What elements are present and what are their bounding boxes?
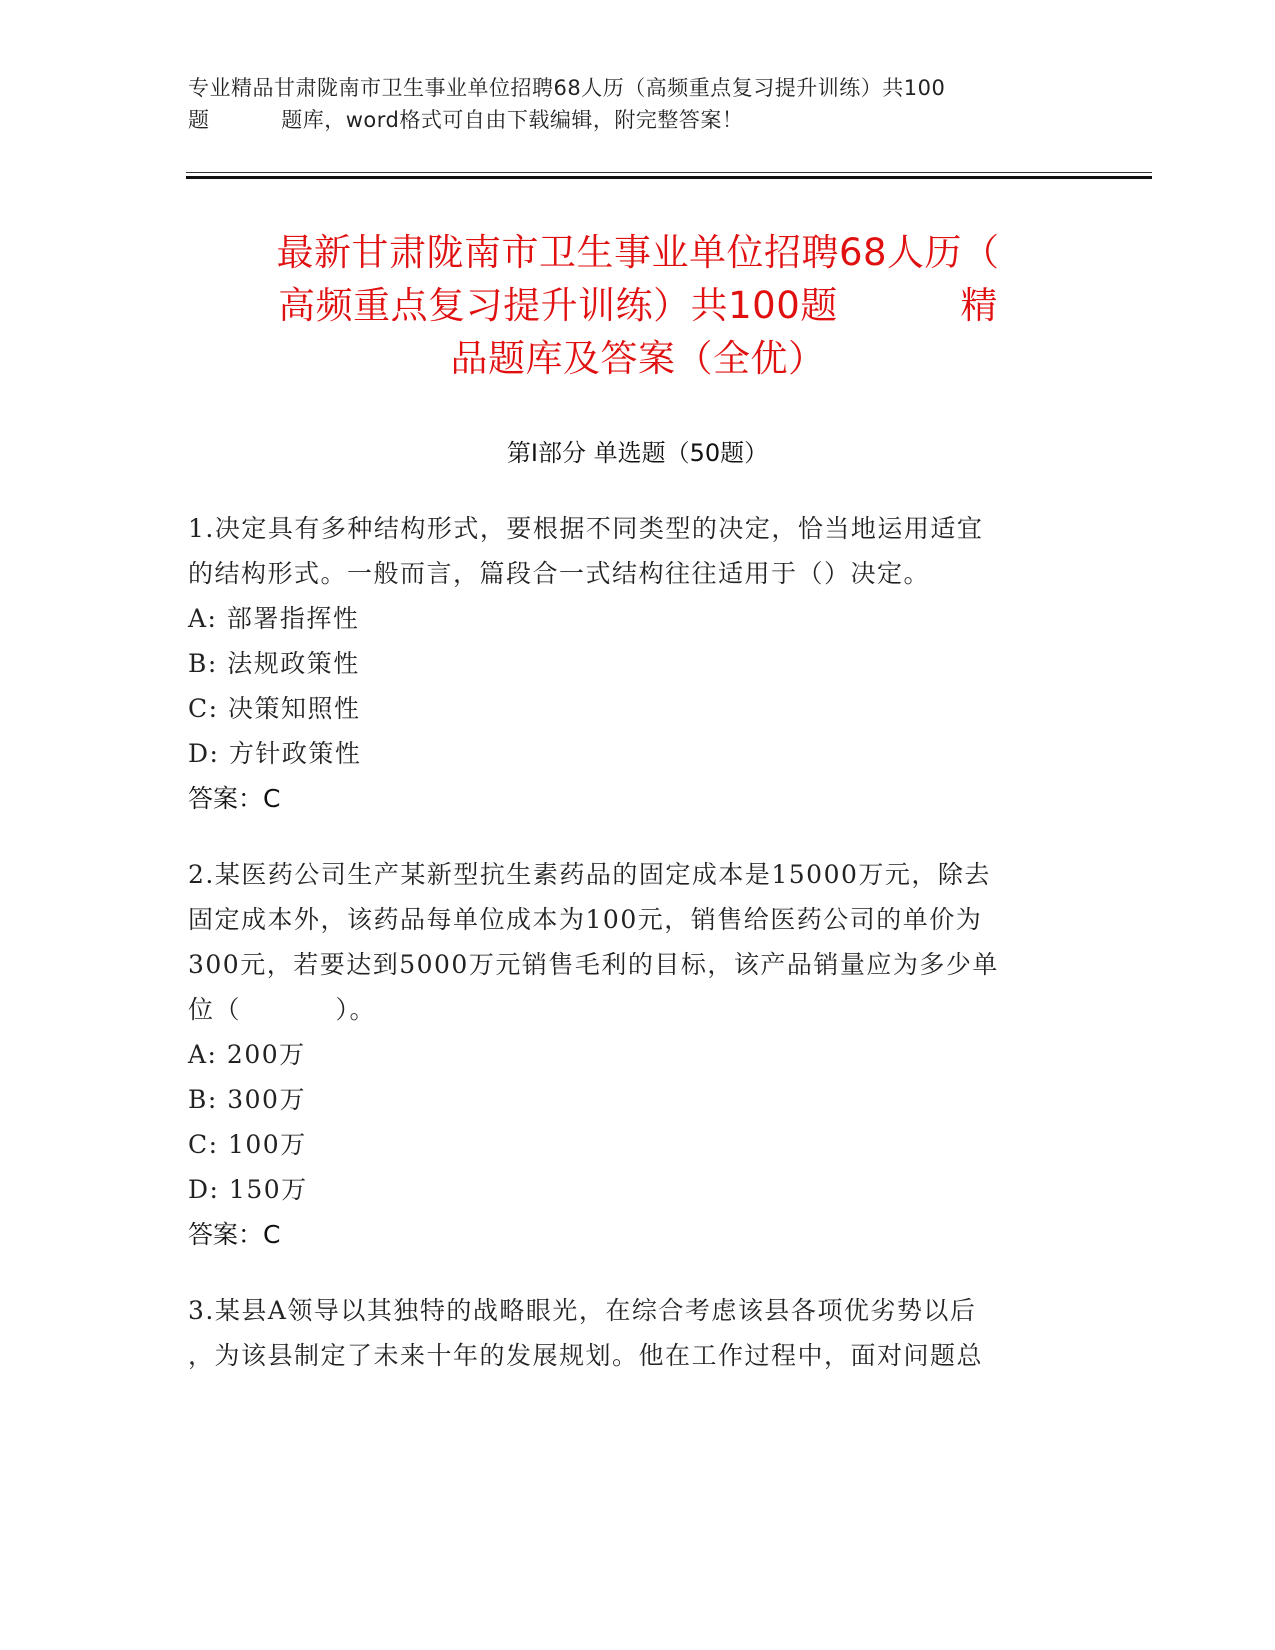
- stem-line: ，为该县制定了未来十年的发展规划。他在工作过程中，面对问题总: [188, 1341, 984, 1370]
- option-a: A: 部署指挥性: [188, 604, 360, 633]
- stem-line: 固定成本外，该药品每单位成本为100元，销售给医药公司的单价为: [188, 905, 983, 934]
- document-title: [188, 226, 1088, 385]
- stem-line: 位（ ）。: [188, 995, 376, 1024]
- option-c: C: 100万: [188, 1130, 307, 1159]
- option-a: A: 200万: [188, 1040, 306, 1069]
- question-stem: [188, 1288, 1068, 1378]
- question-stem: [188, 506, 1068, 596]
- header-line-2: 题 题库，word格式可自由下载编辑，附完整答案！: [188, 108, 744, 132]
- title-line-2: 高频重点复习提升训练）共100题 精: [278, 284, 998, 327]
- stem-line: 1.决定具有多种结构形式，要根据不同类型的决定，恰当地运用适宜: [188, 514, 984, 543]
- stem-line: 2.某医药公司生产某新型抗生素药品的固定成本是15000万元，除去: [188, 860, 991, 889]
- header-line-1: 专业精品甘肃陇南市卫生事业单位招聘68人历（高频重点复习提升训练）共100: [188, 76, 946, 100]
- answer: 答案：C: [188, 784, 281, 813]
- question-1: [188, 506, 1068, 821]
- stem-line: 的结构形式。一般而言，篇段合一式结构往往适用于（）决定。: [188, 559, 931, 588]
- header-rule-thick: [186, 176, 1152, 179]
- question-3: [188, 1288, 1068, 1378]
- header-rule-thin: [186, 172, 1152, 173]
- answer: 答案：C: [188, 1220, 281, 1249]
- title-line-1: 最新甘肃陇南市卫生事业单位招聘68人历（: [276, 231, 1000, 274]
- option-b: B: 法规政策性: [188, 649, 360, 678]
- question-2: [188, 852, 1068, 1257]
- question-stem: [188, 852, 1068, 1032]
- page-header: [188, 72, 1068, 136]
- option-c: C: 决策知照性: [188, 694, 361, 723]
- stem-line: 3.某县A领导以其独特的战略眼光，在综合考虑该县各项优劣势以后: [188, 1296, 977, 1325]
- section-title: 第Ⅰ部分 单选题（50题）: [506, 439, 769, 467]
- stem-line: 300元，若要达到5000万元销售毛利的目标，该产品销量应为多少单: [188, 950, 999, 979]
- option-d: D: 方针政策性: [188, 739, 362, 768]
- option-d: D: 150万: [188, 1175, 308, 1204]
- title-line-3: 品题库及答案（全优）: [450, 337, 826, 380]
- option-b: B: 300万: [188, 1085, 306, 1114]
